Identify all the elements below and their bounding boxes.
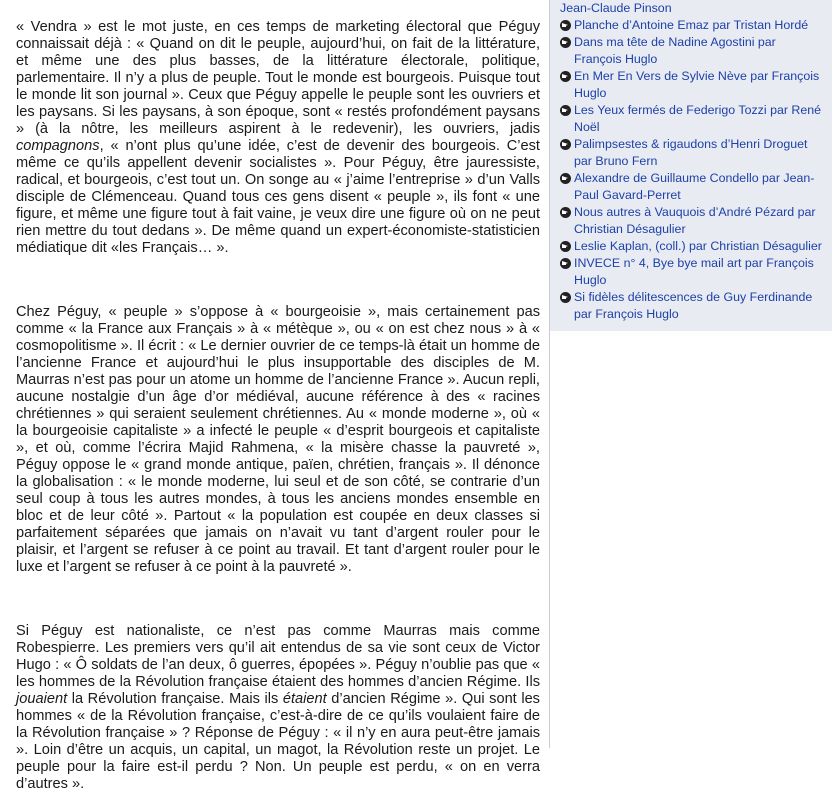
list-item[interactable] bbox=[558, 136, 826, 170]
sidebar bbox=[549, 0, 836, 748]
arrow-circle-icon bbox=[560, 105, 571, 116]
list-item[interactable] bbox=[558, 204, 826, 238]
recent-articles-list bbox=[550, 0, 832, 331]
list-item[interactable] bbox=[558, 289, 826, 323]
list-item[interactable] bbox=[558, 17, 826, 34]
article-link[interactable]: En Mer En Vers de Sylvie Nève par François Huglo bbox=[574, 69, 820, 100]
article-link[interactable]: Si fidèles délitescences de Guy Ferdinande par François Huglo bbox=[574, 290, 813, 321]
arrow-circle-icon bbox=[560, 139, 571, 150]
arrow-circle-icon bbox=[560, 71, 571, 82]
article-link[interactable]: Leslie Kaplan, (coll.) par Christian Désagulier bbox=[574, 239, 822, 253]
article-link[interactable]: Alexandre de Guillaume Condello par Jean-Paul Gavard-Perret bbox=[574, 171, 815, 202]
article-link[interactable]: Palimpsestes & rigaudons d’Henri Droguet par Bruno Fern bbox=[574, 137, 808, 168]
list-item[interactable] bbox=[558, 0, 826, 17]
article-link[interactable]: Jean-Claude Pinson bbox=[560, 1, 672, 15]
article-paragraph-2: Chez Péguy, « peuple » s’oppose à « bourgeoisie », mais certainement pas comme « la France aux Français » à « métèque », ou « on est chez nous » à « cosmopolitisme ». Il écrit : « Le dernier ouvrier de ce temps-là était un homme de l’ancienne France et aujourd’hui le plus insupportable des disciples de M. Maurras n’est pas pour un atome un homme de l’ancienne France ». Aucun repli, aucune nostalgie d’un âge d’or médiéval, aucune référence à des « racines chrétiennes » qui seraient seulement chrétiennes. Au « monde moderne », où « la bourgeoisie capitaliste » a infecté le peuple « d’esprit bourgeois et capitaliste », et où, comme l’écrira Majid Rahmena, « la misère chasse la pauvreté », Péguy oppose le « grand monde antique, païen, chrétien, français ». Il dénonce la globalisation : « le monde moderne, lui seul et de son côté, se contrarie d’un seul coup à tous les autres mondes, à tous les anciens mondes ensemble en bloc et de leur côté ». Partout « la population est coupée en deux classes si parfaitement séparées que jamais on n’avait vu tant d’argent rouler pour le plaisir, et l’argent se refuser à ce point au travail. Et tant d’argent rouler pour le luxe et l’argent se refuser à ce point à la pauvreté ». bbox=[16, 304, 540, 575]
list-item[interactable] bbox=[558, 34, 826, 68]
list-item[interactable] bbox=[558, 238, 826, 255]
article-link[interactable]: Nous autres à Vauquois d’André Pézard par Christian Désagulier bbox=[574, 205, 816, 236]
arrow-circle-icon bbox=[560, 292, 571, 303]
arrow-circle-icon bbox=[560, 173, 571, 184]
arrow-circle-icon bbox=[560, 207, 571, 218]
article-link[interactable]: Les Yeux fermés de Federigo Tozzi par René Noël bbox=[574, 103, 822, 134]
article-link[interactable]: Planche d’Antoine Emaz par Tristan Hordé bbox=[574, 18, 809, 32]
article-body bbox=[16, 19, 540, 793]
arrow-circle-icon bbox=[560, 20, 571, 31]
arrow-circle-icon bbox=[560, 258, 571, 269]
list-item[interactable] bbox=[558, 102, 826, 136]
list-item[interactable] bbox=[558, 68, 826, 102]
arrow-circle-icon bbox=[560, 37, 571, 48]
article-paragraph-3: Si Péguy est nationaliste, ce n’est pas comme Maurras mais comme Robespierre. Les premiers vers qu’il ait entendus de sa vie sont ceux de Victor Hugo : « Ô soldats de l’an deux, ô guerres, épopées ». Péguy n’oublie pas que « les hommes de la Révolution française étaient des hommes d’ancien Régime. Ils jouaient la Révolution française. Mais ils étaient d’ancien Régime ». Qui sont les hommes « de la Révolution française, c’est-à-dire de ce qu’ils voulaient faire de la Révolution française » ? Réponse de Péguy : « il n’y en aura peut-être jamais ». Loin d’être un acquis, un capital, un magot, la Révolution reste un projet. Le peuple pour la faire est-il perdu ? Non. Un peuple est perdu, « on en verra d’autres ». bbox=[16, 623, 540, 792]
list-item[interactable] bbox=[558, 255, 826, 289]
article-link[interactable]: INVECE n° 4, Bye bye mail art par François Huglo bbox=[574, 256, 814, 287]
arrow-circle-icon bbox=[560, 241, 571, 252]
article-link[interactable]: Dans ma tête de Nadine Agostini par François Huglo bbox=[574, 35, 776, 66]
article-paragraph-1: « Vendra » est le mot juste, en ces temps de marketing électoral que Péguy connaissait déjà : « Quand on dit le peuple, aujourd’hui, on fait de la littérature, et même une des plus basses, de la littérature électorale, politique, parlementaire. Il n’y a plus de peuple. Tout le monde est bourgeois. Puisque tout le monde lit son journal ». Ceux que Péguy appelle le peuple sont les ouvriers et les paysans. Si les paysans, à son époque, sont « restés profondément paysans » (à la nôtre, les meilleurs aspirent à le redevenir), les ouvriers, jadis compagnons, « n’ont plus qu’une idée, c’est de devenir des bourgeois. C’est même ce qu’ils appellent devenir socialistes ». Pour Péguy, être jauressiste, radical, et bourgeois, c’est tout un. On songe au « j’aime l’entreprise » d’un Valls disciple de Clémenceau. Quand tous ces gens disent « peuple », ils font « une figure, et même une figure tout à fait vaine, je veux dire une figure où on ne peut rien mettre du tout dedans ». De même quand un expert-économiste-statisticien médiatique dit «les Français… ». bbox=[16, 19, 540, 256]
list-item[interactable] bbox=[558, 170, 826, 204]
